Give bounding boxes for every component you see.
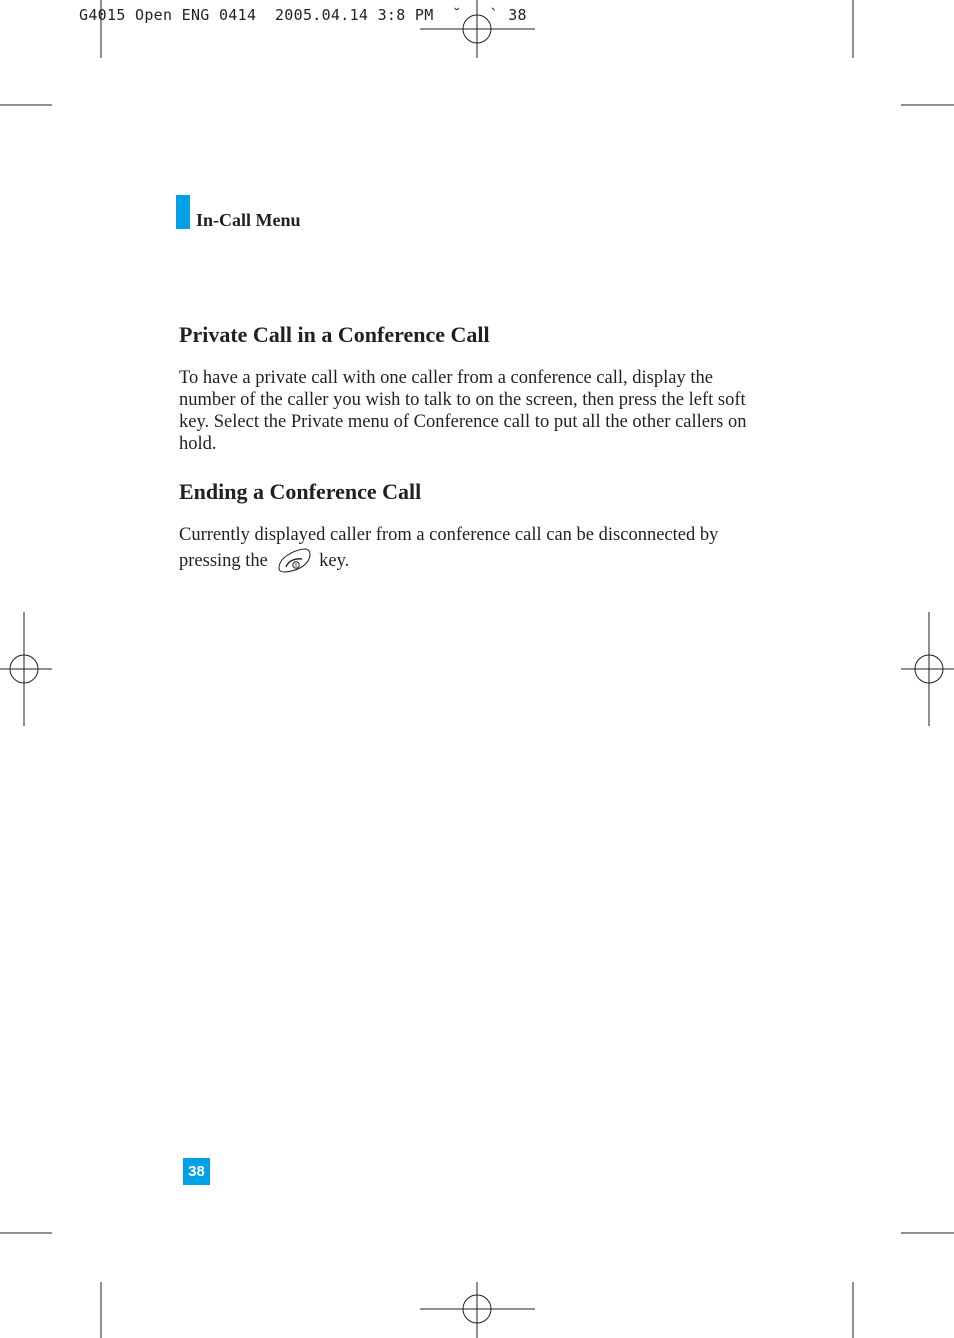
print-slug-header: G4015 Open ENG 0414 2005.04.14 3:8 PM ˘ ` 38	[79, 6, 527, 24]
ending-call-text-after: key.	[319, 551, 350, 571]
private-call-paragraph: To have a private call with one caller from a conference call, display the number of the caller you wish to talk to on the screen, then press the left soft key. Select the Private menu of Conference call to put all the other callers on hold.	[179, 368, 747, 454]
ending-call-heading: Ending a Conference Call	[179, 479, 422, 504]
main-content	[179, 320, 754, 600]
section-tab-marker	[176, 195, 190, 229]
page-number-badge: 38	[183, 1158, 210, 1185]
section-label: In-Call Menu	[196, 210, 301, 230]
ending-call-paragraph	[179, 524, 754, 580]
ending-call-text-before: Currently displayed caller from a conference call can be disconnected by pressing the	[179, 525, 719, 571]
end-call-key-icon	[275, 546, 313, 580]
private-call-heading: Private Call in a Conference Call	[179, 322, 490, 347]
